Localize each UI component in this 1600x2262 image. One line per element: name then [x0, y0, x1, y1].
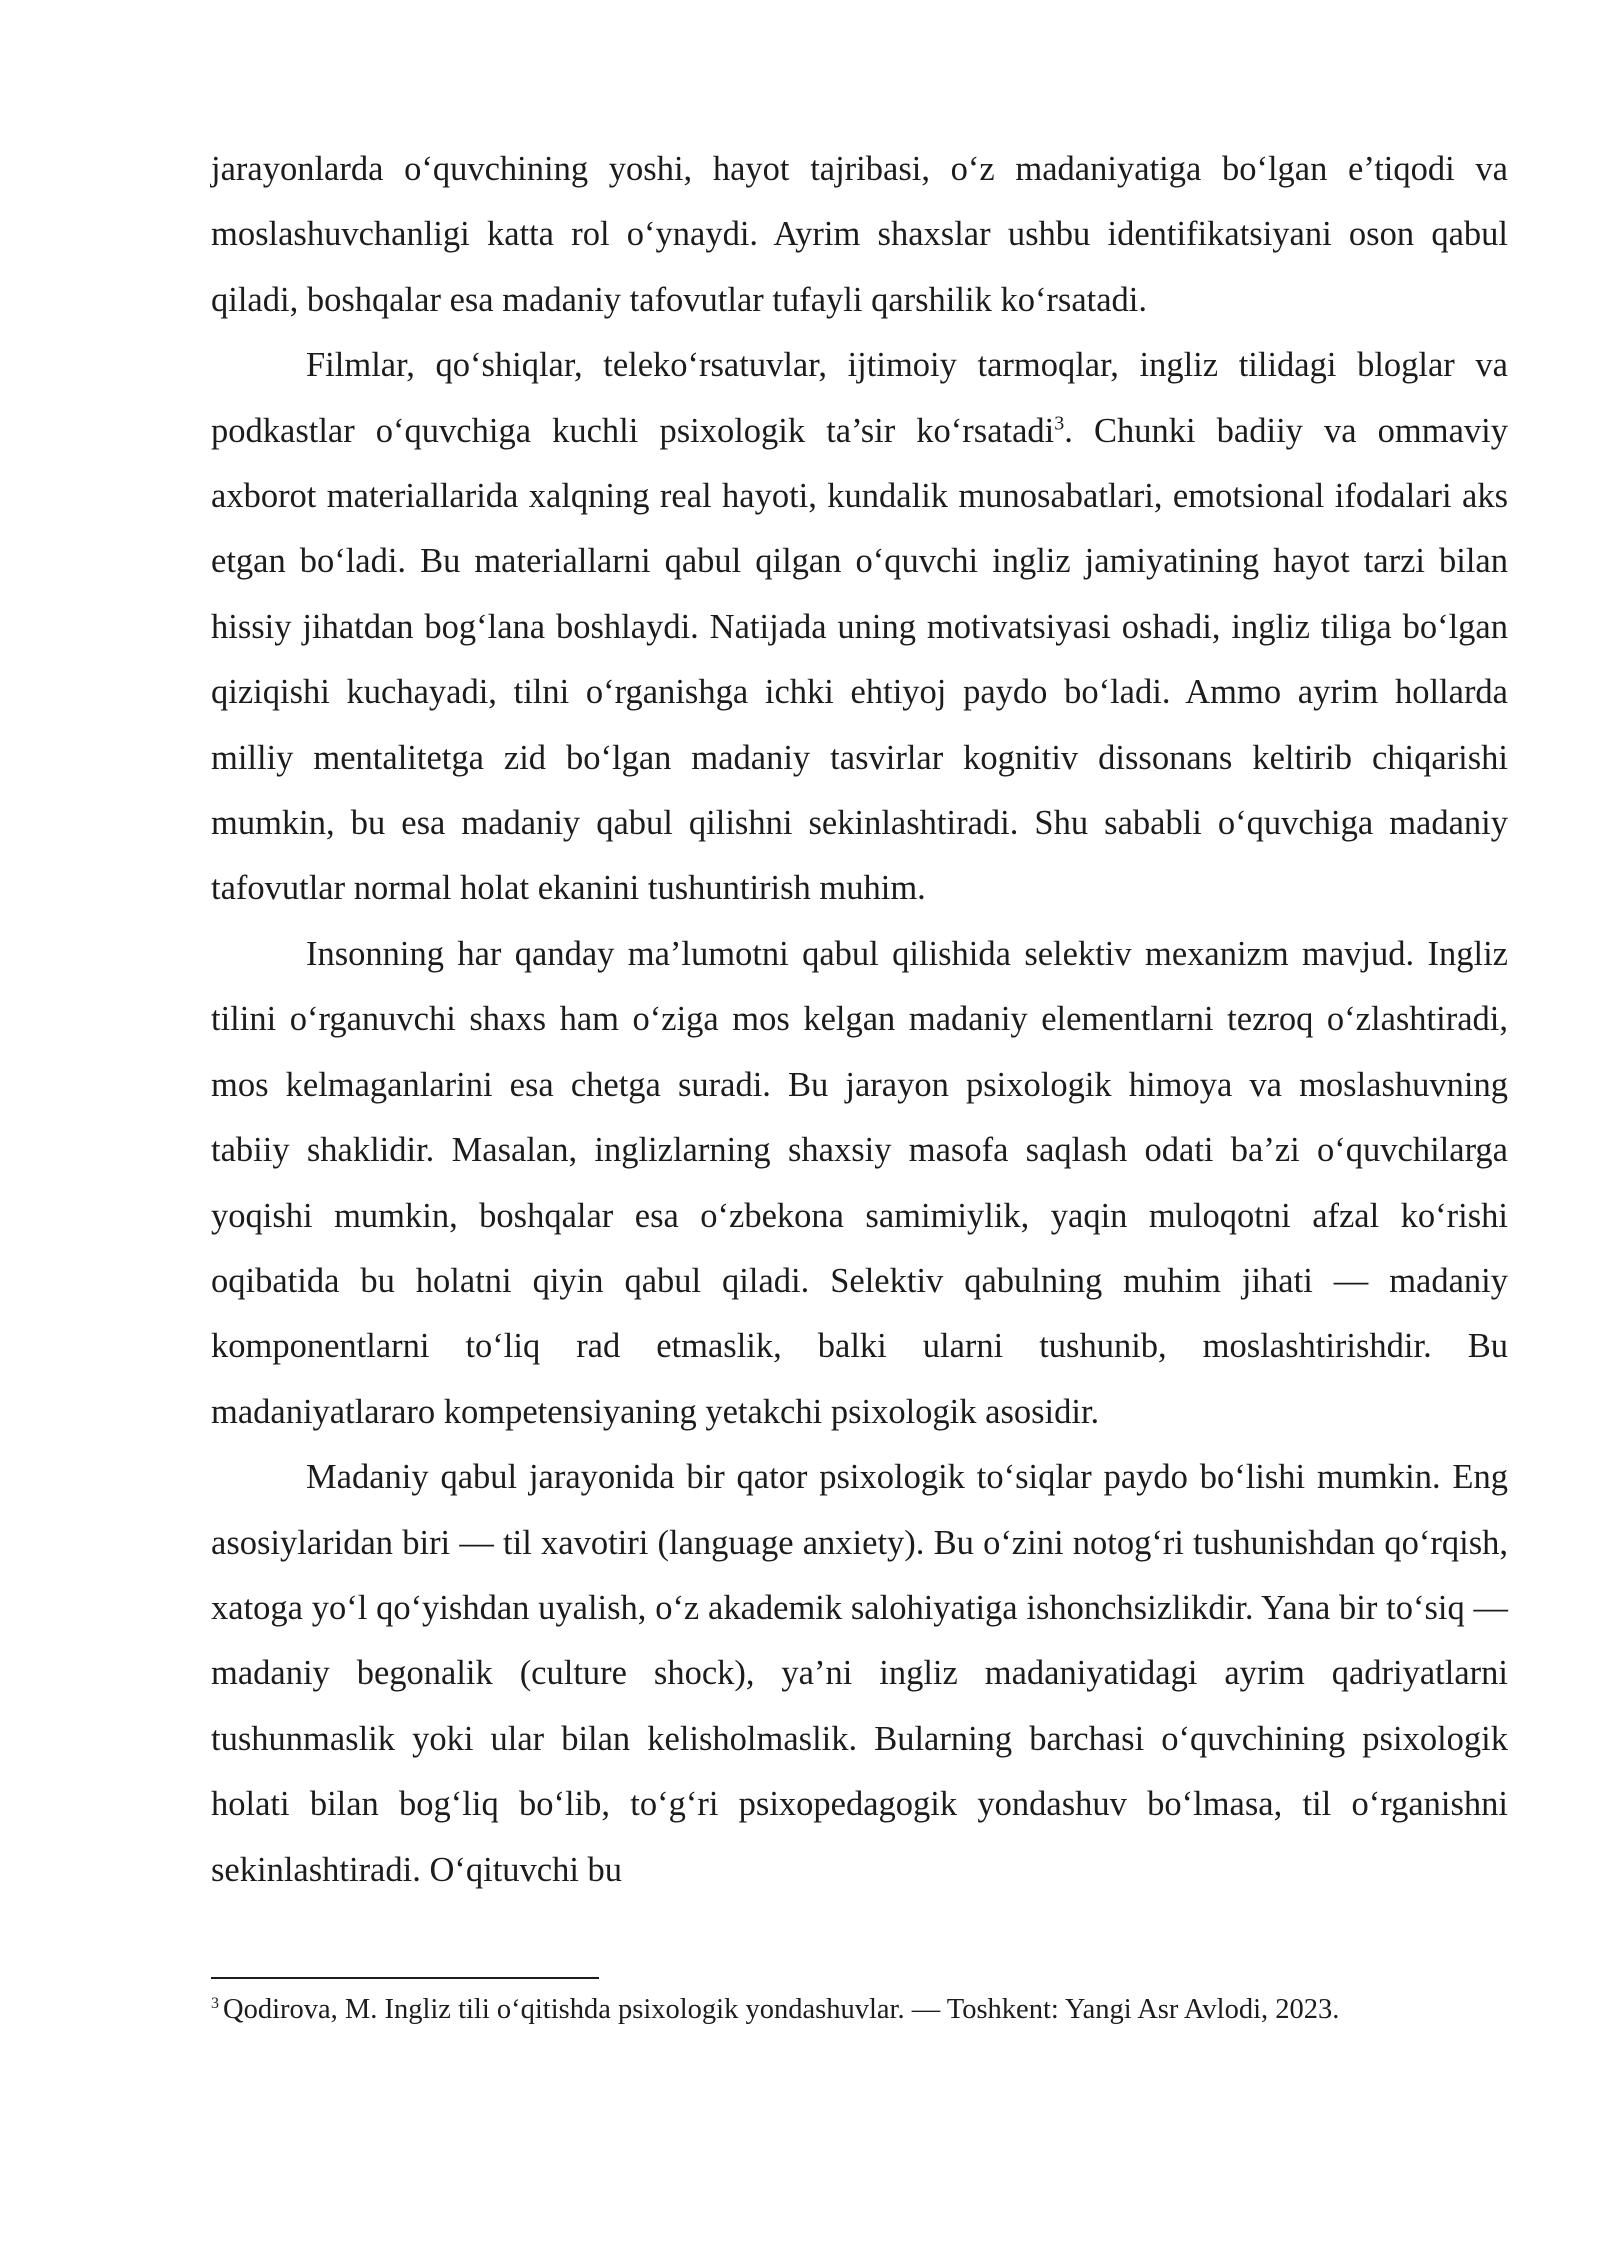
paragraph-1: jarayonlarda o‘quvchining yoshi, hayot tajribasi, o‘z madaniyatiga bo‘lgan e’tiqodi va moslashuvchanligi katta rol o‘ynaydi. Ayrim shaxslar ushbu identifikatsiyani oson qabul qiladi, boshqalar esa madaniy tafovutlar tufayli qarshilik ko‘rsatadi.	[211, 150, 1508, 319]
paragraph-2-text-end: . Chunki badiiy va ommaviy axborot materiallarida xalqning real hayoti, kundalik munosabatlari, emotsional ifodalari aks etgan bo‘ladi. Bu materiallarni qabul qilgan o‘quvchi ingliz jamiyatining hayot tarzi bilan hissiy jihatdan bog‘lana boshlaydi. Natijada uning motivatsiyasi oshadi, ingliz tiliga bo‘lgan qiziqishi kuchayadi, tilni o‘rganishga ichki ehtiyoj paydo bo‘ladi. Ammo ayrim hollarda milliy mentalitetga zid bo‘lgan madaniy tasvirlar kognitiv dissonans keltirib chiqarishi mumkin, bu esa madaniy qabul qilishni sekinlashtiradi. Shu sababli o‘quvchiga madaniy tafovutlar normal holat ekanini tushuntirish muhim.	[211, 411, 1508, 908]
footnote-reference[interactable]: 3	[1054, 412, 1065, 435]
footnote-separator	[211, 1977, 599, 1979]
footnote	[211, 1990, 1531, 2030]
footnote-text: Qodirova, M. Ingliz tili o‘qitishda psixologik yondashuvlar. — Toshkent: Yangi Asr Avlodi, 2023.	[223, 1994, 1340, 2025]
footnote-number: 3	[211, 1994, 219, 2012]
paragraph-3: Insonning har qanday ma’lumotni qabul qilishida selektiv mexanizm mavjud. Ingliz tilini o‘rganuvchi shaxs ham o‘ziga mos kelgan madaniy elementlarni tezroq o‘zlashtiradi, mos kelmaganlarini esa chetga suradi. Bu jarayon psixologik himoya va moslashuvning tabiiy shaklidir. Masalan, inglizlarning shaxsiy masofa saqlash odati ba’zi o‘quvchilarga yoqishi mumkin, boshqalar esa o‘zbekona samimiylik, yaqin muloqotni afzal ko‘rishi oqibatida bu holatni qiyin qabul qiladi. Selektiv qabulning muhim jihati — madaniy komponentlarni to‘liq rad etmaslik, balki ularni tushunib, moslashtirishdir. Bu madaniyatlararo kompetensiyaning yetakchi psixologik asosidir.	[211, 934, 1508, 1431]
paragraph-4: Madaniy qabul jarayonida bir qator psixologik to‘siqlar paydo bo‘lishi mumkin. Eng asosiylaridan biri — til xavotiri (language anxiety). Bu o‘zini notog‘ri tushunishdan qo‘rqish, xatoga yo‘l qo‘yishdan uyalish, o‘z akademik salohiyatiga ishonchsizlikdir. Yana bir to‘siq — madaniy begonalik (culture shock), ya’ni ingliz madaniyatidagi ayrim qadriyatlarni tushunmaslik yoki ular bilan kelisholmaslik. Bularning barchasi o‘quvchining psixologik holati bilan bog‘liq bo‘lib, to‘g‘ri psixopedagogik yondashuv bo‘lmasa, til o‘rganishni sekinlashtiradi. O‘qituvchi bu	[211, 1458, 1508, 1889]
document-body	[211, 137, 1508, 1903]
paragraph-2	[211, 333, 1508, 922]
paragraph-2-text-start: Filmlar, qo‘shiqlar, teleko‘rsatuvlar, ijtimoiy tarmoqlar, ingliz tilidagi bloglar va podkastlar o‘quvchiga kuchli psixologik ta’sir ko‘rsatadi	[211, 346, 1508, 450]
